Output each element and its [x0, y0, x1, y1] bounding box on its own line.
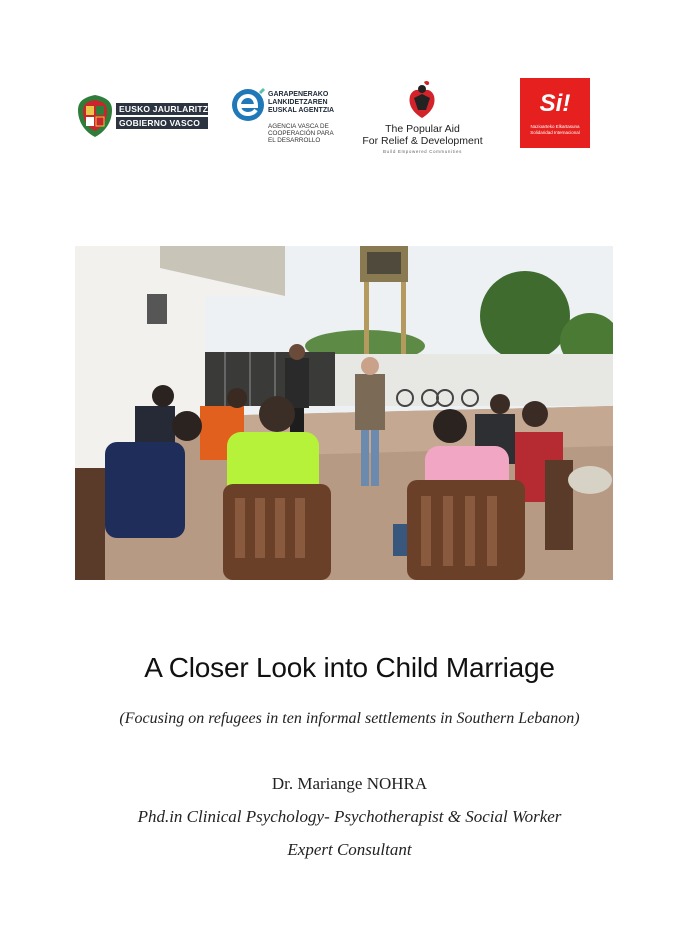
popular-aid-logo	[355, 80, 490, 156]
si-logo-mark: Si!	[539, 90, 571, 117]
elankidetza-logo	[230, 87, 340, 149]
elankidetza-spanish-text: AGENCIA VASCA DE COOPERACIÓN PARA EL DESARROLLO	[268, 123, 334, 145]
author-name: Dr. Mariange NOHRA	[271, 774, 428, 793]
elankidetza-basque-text: GARAPENERAKO LANKIDETZAREN EUSKAL AGENTZIA	[268, 91, 335, 114]
coat-of-arms-icon	[76, 94, 114, 138]
popular-aid-name: The Popular Aid For Relief & Development	[362, 123, 483, 147]
document-subtitle: (Focusing on refugees in ten informal settlements in Southern Lebanon)	[119, 710, 580, 727]
si-logo-subtitle: Nazioarteko Elkartasuna Solidaridad Internacional	[530, 124, 580, 135]
basque-government-logo	[76, 94, 215, 138]
cover-photo	[75, 246, 613, 580]
basque-logo-line-2: GOBIERNO VASCO	[116, 117, 208, 129]
basque-logo-line-1: EUSKO JAURLARITZA	[116, 103, 208, 115]
popular-aid-tagline: Build Empowered Communities	[383, 149, 462, 154]
elankidetza-e-icon	[230, 87, 266, 123]
author-role: Expert Consultant	[287, 840, 412, 859]
document-title: A Closer Look into Child Marriage	[144, 652, 555, 683]
author-credential: Phd.in Clinical Psychology- Psychotherapist & Social Worker	[137, 807, 562, 826]
popular-aid-figure-icon	[406, 80, 438, 120]
si-solidarity-logo	[520, 78, 590, 148]
